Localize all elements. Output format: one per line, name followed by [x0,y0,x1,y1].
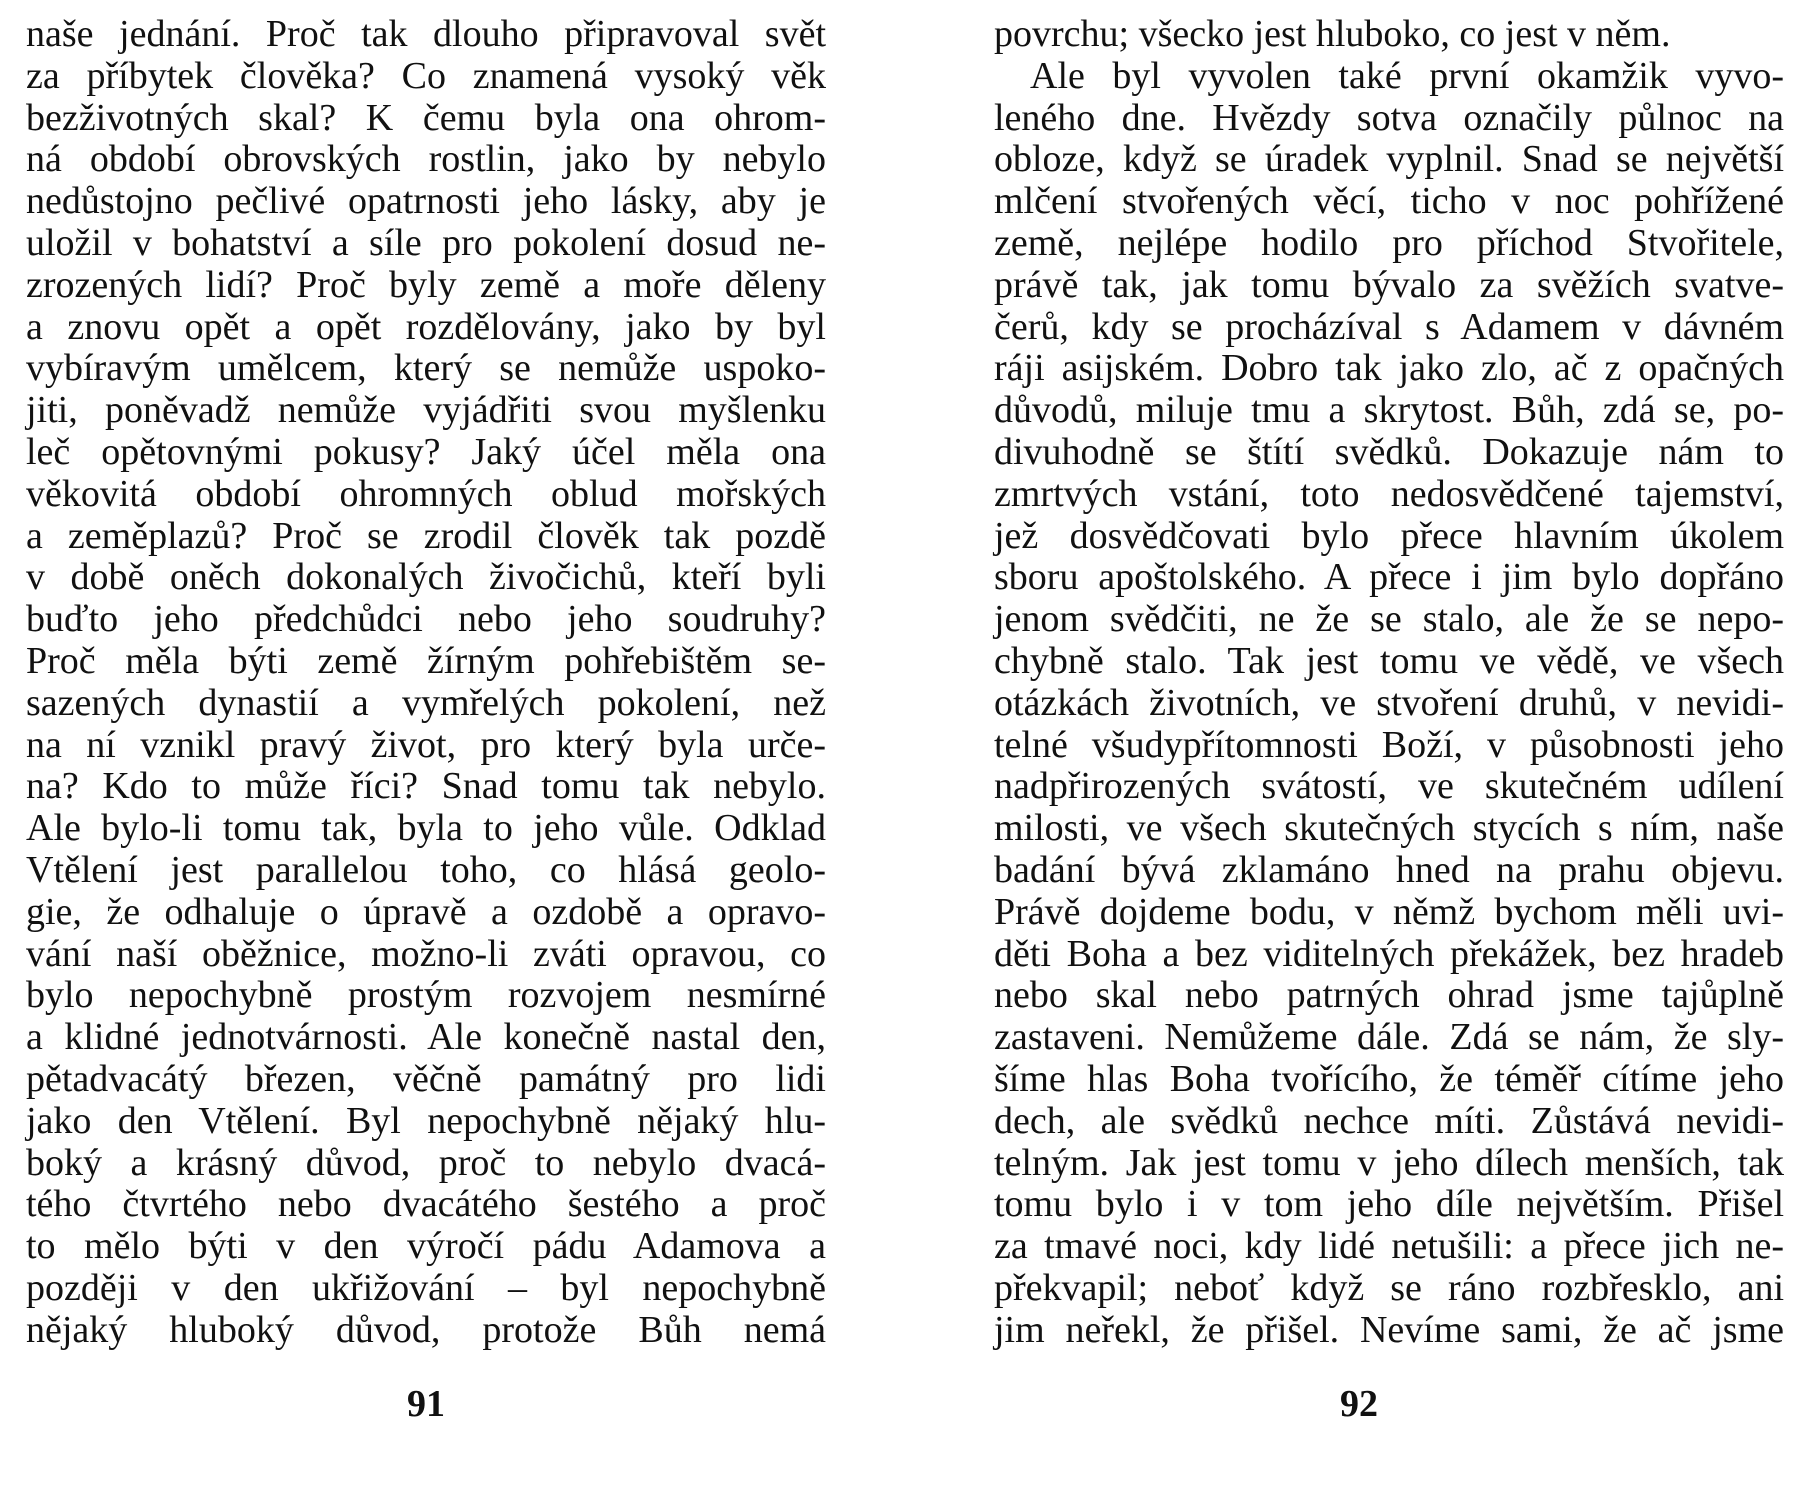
text-line: a zeměplazů? Proč se zrodil člověk tak pozdě [26,514,826,557]
text-line: ráji asijském. Dobro tak jako zlo, ač z opačných [994,347,1784,390]
text-line: a znovu opět a opět rozdělovány, jako by byl [26,305,826,348]
text-line: děti Boha a bez viditelných překážek, bez hradeb [994,932,1784,975]
text-line: milosti, ve všech skutečných stycích s ním, naše [994,807,1784,850]
text-line: boký a krásný důvod, proč to nebylo dvacá- [26,1141,826,1184]
text-line: jako den Vtělení. Byl nepochybně nějaký hlu- [26,1099,826,1142]
text-line: ná období obrovských rostlin, jako by nebylo [26,138,826,181]
text-line: telné všudypřítomnosti Boží, v působnosti jeho [994,723,1784,766]
text-line: sboru apoštolského. A přece i jim bylo dopřáno [994,556,1784,599]
text-line: čerů, kdy se procházíval s Adamem v dávném [994,305,1784,348]
text-line: v době oněch dokonalých živočichů, kteří byli [26,556,826,599]
text-line: pětadvacátý březen, věčně památný pro lidi [26,1057,826,1100]
left-page [26,13,826,1425]
text-line: nedůstojno pečlivé opatrnosti jeho lásky, aby je [26,180,826,223]
text-line: za příbytek člověka? Co znamená vysoký věk [26,54,826,97]
left-page-text [26,14,826,1352]
text-line: tomu bylo i v tom jeho díle největším. Přišel [994,1183,1784,1226]
text-line: jiti, poněvadž nemůže vyjádřiti svou myšlenku [26,389,826,432]
text-line: vybíravým umělcem, který se nemůže uspoko- [26,347,826,390]
text-line: a klidné jednotvárnosti. Ale konečně nastal den, [26,1016,826,1059]
text-line: to mělo býti v den výročí pádu Adamova a [26,1225,826,1268]
text-line: chybně stalo. Tak jest tomu ve vědě, ve všech [994,639,1784,682]
text-line: povrchu; všecko jest hluboko, co jest v něm. [994,13,1671,55]
text-line: vání naší oběžnice, možno-li zváti opravou, co [26,932,826,975]
text-line: překvapil; neboť když se ráno rozbřesklo, ani [994,1266,1784,1309]
text-line: naše jednání. Proč tak dlouho připravoval svět [26,13,826,55]
text-line: později v den ukřižování – byl nepochybně [26,1266,826,1309]
text-line: mlčení stvořených věcí, ticho v noc pohřížené [994,180,1784,223]
text-line: nebo skal nebo patrných ohrad jsme tajůplně [994,974,1784,1017]
text-line: dech, ale svědků nechce míti. Zůstává nevidi- [994,1099,1784,1142]
text-line: divuhodně se štítí svědků. Dokazuje nám to [994,430,1784,473]
text-line: telným. Jak jest tomu v jeho dílech menších, tak [994,1141,1784,1184]
text-line: zrozených lidí? Proč byly země a moře děleny [26,263,826,306]
text-line: bylo nepochybně prostým rozvojem nesmírné [26,974,826,1017]
left-page-number: 91 [407,1383,445,1425]
text-line: šíme hlas Boha tvořícího, že téměř cítíme jeho [994,1057,1784,1100]
text-line: věkovitá období ohromných oblud mořských [26,472,826,515]
text-line: leč opětovnými pokusy? Jaký účel měla ona [26,430,826,473]
text-line: bezživotných skal? K čemu byla ona ohrom- [26,96,826,139]
text-line: za tmavé noci, kdy lidé netušili: a přece jich ne- [994,1225,1784,1268]
text-line: právě tak, jak tomu bývalo za svěžích svatve- [994,263,1784,306]
text-line: jež dosvědčovati bylo přece hlavním úkolem [994,514,1784,557]
text-line: důvodů, miluje tmu a skrytost. Bůh, zdá se, po- [994,389,1784,432]
right-page [994,13,1784,1425]
text-line: tého čtvrtého nebo dvacátého šestého a proč [26,1183,826,1226]
text-line: jenom svědčiti, ne že se stalo, ale že se nepo- [994,598,1784,641]
text-line: gie, že odhaluje o úpravě a ozdobě a opravo- [26,890,826,933]
text-line: na? Kdo to může říci? Snad tomu tak nebylo. [26,765,826,808]
text-line: buďto jeho předchůdci nebo jeho soudruhy? [26,598,826,641]
right-page-text [994,14,1784,1352]
text-line: na ní vznikl pravý život, pro který byla urče- [26,723,826,766]
text-line: sazených dynastií a vymřelých pokolení, než [26,681,826,724]
text-line: badání bývá zklamáno hned na prahu objevu. [994,848,1784,891]
text-line: Proč měla býti země žírným pohřebištěm se- [26,639,826,682]
text-line: uložil v bohatství a síle pro pokolení dosud ne- [26,221,826,264]
text-line: nějaký hluboký důvod, protože Bůh nemá [26,1308,826,1351]
text-line: Ale byl vyvolen také první okamžik vyvo- [1030,54,1784,97]
text-line: Právě dojdeme bodu, v němž bychom měli uvi- [994,890,1784,933]
text-line: nadpřirozených svátostí, ve skutečném udílení [994,765,1784,808]
right-page-number: 92 [1340,1383,1378,1425]
text-line: otázkách životních, ve stvoření druhů, v nevidi- [994,681,1784,724]
text-line: Ale bylo-li tomu tak, byla to jeho vůle. Odklad [26,807,826,850]
text-line: zastaveni. Nemůžeme dále. Zdá se nám, že sly- [994,1016,1784,1059]
text-line: obloze, když se úradek vyplnil. Snad se největší [994,138,1784,181]
text-line: zmrtvých vstání, toto nedosvědčené tajemství, [994,472,1784,515]
text-line: leného dne. Hvězdy sotva označily půlnoc na [994,96,1784,139]
text-line: jim neřekl, že přišel. Nevíme sami, že ač jsme [994,1308,1784,1351]
text-line: země, nejlépe hodilo pro příchod Stvořitele, [994,221,1784,264]
text-line: Vtělení jest parallelou toho, co hlásá geolo- [26,848,826,891]
